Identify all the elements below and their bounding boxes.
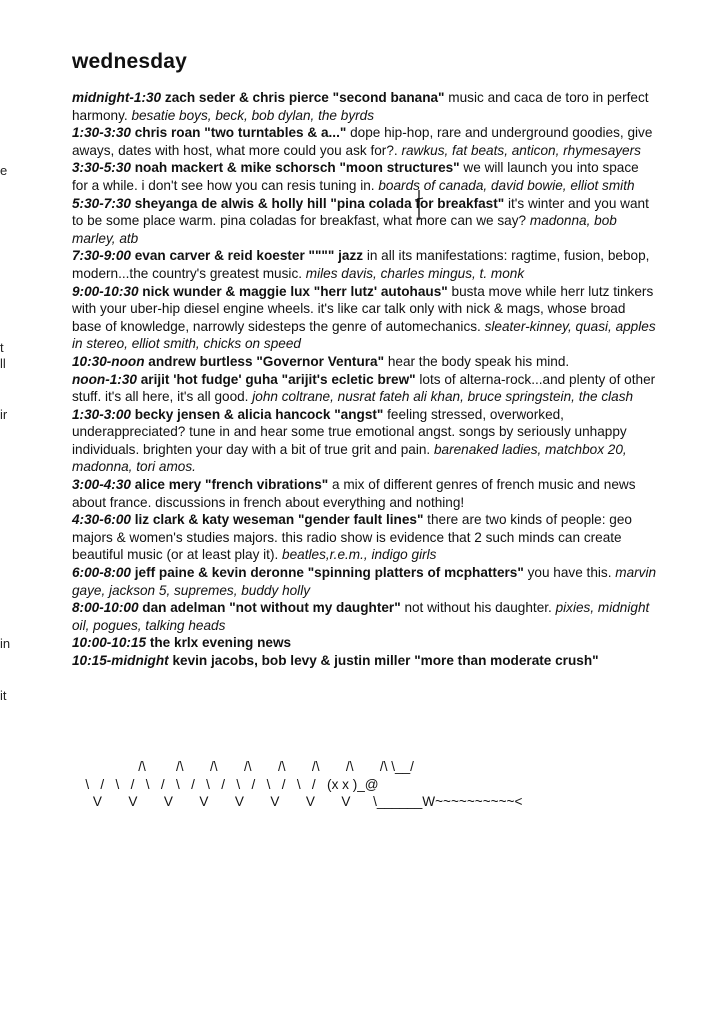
- show-hosts: dan adelman: [142, 600, 226, 616]
- schedule-entry: [72, 283, 658, 353]
- schedule-entry: [72, 652, 658, 670]
- show-description: dope hip-hop, rare and underground goodies, give aways, dates with host, what more could you ask for?.: [72, 125, 653, 158]
- show-artists: sleater-kinney, quasi, apples in stereo, elliot smith, chicks on speed: [72, 318, 656, 352]
- show-title: "two turntables & a...": [204, 125, 347, 141]
- schedule-entry: [72, 89, 658, 124]
- show-artists: madonna, bob marley, atb: [72, 213, 617, 246]
- schedule-entry: [72, 634, 658, 652]
- show-time: 3:00-4:30: [72, 477, 131, 493]
- show-hosts: andrew burtless: [148, 353, 253, 369]
- margin-fragment: e: [0, 163, 8, 178]
- show-title: "angst": [334, 406, 384, 422]
- show-description: in all its manifestations: ragtime, fusion, bebop, modern...the country's greatest music.: [72, 248, 650, 281]
- show-description: it's winter and you want to be some place warm. pina coladas for breakfast, what more can we say?: [72, 195, 649, 229]
- show-hosts: liz clark & katy weseman: [134, 512, 295, 528]
- schedule-entry: [72, 247, 658, 282]
- show-time: 7:30-9:00: [72, 248, 131, 264]
- show-title: "more than moderate crush": [414, 653, 599, 668]
- show-hosts: jeff paine & kevin deronne: [134, 565, 304, 581]
- show-time: 3:30-5:30: [72, 160, 131, 176]
- ascii-line: V V V V V V V V \______W~~~~~~~~~~<: [74, 794, 523, 810]
- schedule-entry: [72, 371, 658, 406]
- schedule-list: [72, 89, 658, 670]
- show-artists: besatie boys, beck, bob dylan, the byrds: [131, 107, 375, 123]
- schedule-entry: [72, 124, 658, 159]
- schedule-entry: [72, 195, 658, 248]
- show-hosts: zach seder & chris pierce: [164, 90, 329, 105]
- show-hosts: becky jensen & alicia hancock: [134, 406, 331, 422]
- schedule-entry: [72, 511, 658, 564]
- show-artists: boards of canada, david bowie, elliot smith: [378, 177, 635, 193]
- show-time: 10:00-10:15: [72, 635, 147, 651]
- show-hosts: arijit 'hot fudge' guha: [140, 371, 278, 387]
- schedule-entry: [72, 353, 658, 371]
- show-hosts: nick wunder & maggie lux: [142, 283, 310, 299]
- show-title: "gender fault lines": [297, 512, 424, 528]
- show-artists: john coltrane, nusrat fateh ali khan, bruce springstein, the clash: [252, 389, 634, 405]
- ascii-line: /\ /\ /\ /\ /\ /\ /\ /\ \__/: [74, 759, 414, 774]
- show-description: we will launch you into space for a while. i don't see how you can resis tuning in.: [72, 160, 639, 193]
- show-hosts: kevin jacobs, bob levy & justin miller: [172, 653, 411, 668]
- show-description: busta move while herr lutz tinkers with your uber-hip diesel engine wheels. it's like car talk only with nick & mags, whose broad base of knowledge, narrowly sidesteps the genre of automechanics.: [72, 283, 654, 334]
- show-time: 4:30-6:00: [72, 512, 131, 528]
- show-time: noon-1:30: [72, 371, 137, 387]
- show-title: "spinning platters of mcphatters": [307, 565, 524, 581]
- show-time: 10:30-noon: [72, 353, 145, 369]
- show-time: 10:15-midnight: [72, 653, 169, 668]
- show-title: "french vibrations": [205, 477, 329, 493]
- show-hosts: sheyanga de alwis & holly hill: [134, 195, 327, 211]
- show-time: 6:00-8:00: [72, 565, 131, 581]
- show-artists: beatles,r.e.m., indigo girls: [282, 547, 437, 563]
- show-description: not without his daughter.: [404, 600, 552, 616]
- show-title: "not without my daughter": [229, 600, 401, 616]
- show-description: lots of alterna-rock...and plenty of other stuff. it's all here, it's all good.: [72, 371, 656, 405]
- show-time: midnight-1:30: [72, 90, 162, 105]
- show-title: "Governor Ventura": [256, 353, 385, 369]
- show-time: 8:00-10:00: [72, 600, 139, 616]
- margin-fragment: in: [0, 636, 11, 651]
- show-description: a mix of different genres of french music and news about france. discussions in french about everything and nothing!: [72, 477, 636, 510]
- show-description: feeling stressed, overworked, underappreciated? tune in and hear some true emotional angst. songs by seriously unhappy individuals. brighten your day with a bit of true grit and pain.: [72, 406, 627, 457]
- show-hosts: evan carver & reid koester: [134, 248, 305, 264]
- show-description: there are two kinds of people: geo majors & women's studies majors. this radio show is evidence that 2 such minds can create beautiful music (or at least play it).: [72, 512, 632, 563]
- margin-fragment: ir: [0, 407, 8, 422]
- schedule-entry: [72, 599, 658, 634]
- show-hosts: chris roan: [134, 125, 201, 141]
- margin-fragment: it: [0, 688, 7, 703]
- show-title: "second banana": [332, 90, 445, 105]
- schedule-entry: [72, 476, 658, 511]
- margin-fragment: t: [0, 340, 4, 355]
- show-description: you have this.: [527, 565, 612, 581]
- show-title: "herr lutz' autohaus": [313, 283, 448, 299]
- show-hosts: alice mery: [134, 477, 202, 493]
- show-time: 9:00-10:30: [72, 283, 139, 299]
- show-hosts: noah mackert & mike schorsch: [134, 160, 336, 176]
- show-artists: pixies, midnight oil, pogues, talking heads: [72, 600, 650, 633]
- show-title: "pina colada for breakfast": [330, 195, 505, 211]
- show-artists: rawkus, fat beats, anticon, rhymesayers: [401, 142, 641, 158]
- page-title: wednesday: [72, 50, 188, 73]
- schedule-entry: [72, 159, 658, 194]
- show-time: 1:30-3:30: [72, 125, 131, 141]
- schedule-entry: [72, 564, 658, 599]
- ascii-art-dragon: [74, 758, 674, 811]
- show-artists: marvin gaye, jackson 5, supremes, buddy holly: [72, 565, 657, 598]
- show-artists: barenaked ladies, matchbox 20, madonna, tori amos.: [72, 441, 627, 475]
- show-artists: miles davis, charles mingus, t. monk: [305, 265, 525, 281]
- margin-fragment: ll: [0, 356, 6, 371]
- show-title: """" jazz: [308, 248, 364, 264]
- show-description: hear the body speak his mind.: [387, 353, 570, 369]
- show-time: 1:30-3:00: [72, 406, 131, 422]
- schedule-entry: [72, 406, 658, 476]
- show-time: 5:30-7:30: [72, 195, 131, 211]
- show-title: "arijit's ecletic brew": [281, 371, 416, 387]
- show-description: music and caca de toro in perfect harmony.: [72, 90, 649, 123]
- ascii-line: \ / \ / \ / \ / \ / \ / \ / \ / (x x )_@: [74, 776, 379, 792]
- show-hosts: the krlx evening news: [149, 635, 292, 651]
- show-title: "moon structures": [339, 160, 460, 176]
